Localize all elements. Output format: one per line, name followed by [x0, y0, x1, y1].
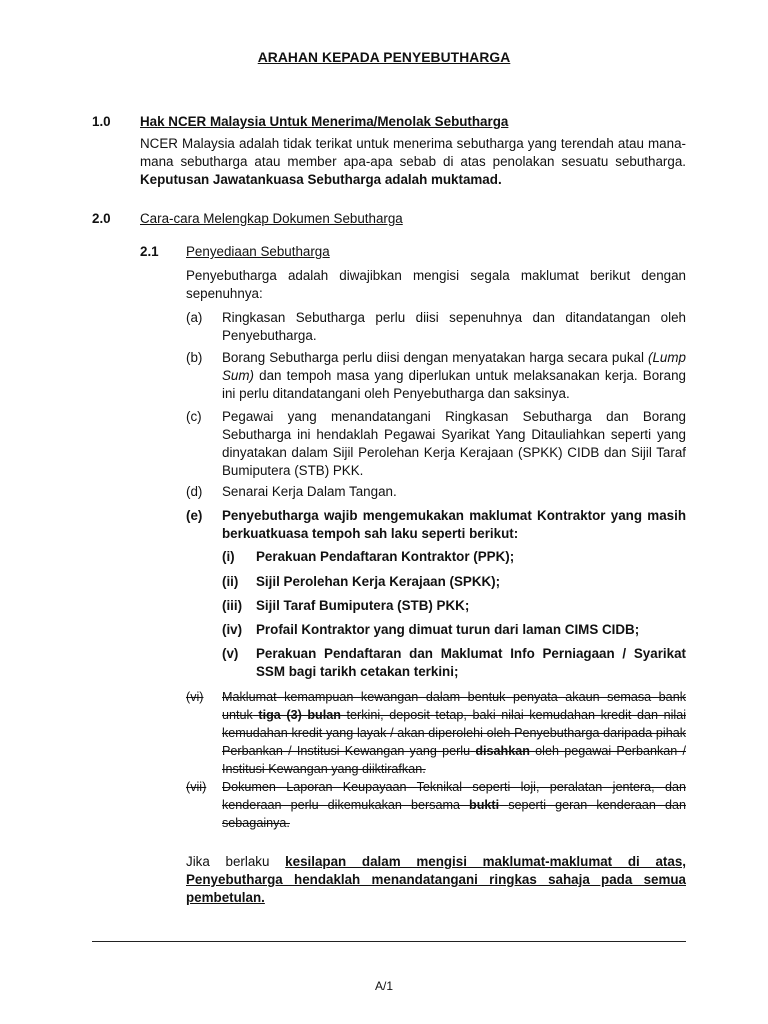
item-d-label: (d): [186, 484, 203, 499]
item-b-text-2: dan tempoh masa yang diperlukan untuk melaksanakan kerja. Borang ini perlu ditandatangani oleh Penyebutharga dan saksinya.: [222, 368, 686, 401]
subitem-v-label: (v): [222, 646, 239, 661]
item-e-label: (e): [186, 508, 203, 523]
section-2-1-number: 2.1: [140, 244, 159, 259]
item-b-italic: (Lump Sum): [222, 350, 686, 383]
closing-lead: Jika berlaku: [186, 854, 270, 869]
item-e-text: Penyebutharga wajib mengemukakan maklumat Kontraktor yang masih berkuatkuasa tempoh sah laku seperti berikut:: [222, 508, 686, 541]
item-vi-text: [222, 688, 686, 778]
item-vii-text: [222, 778, 686, 832]
item-vi-bold: tiga (3) bulan: [258, 708, 341, 722]
section-1-body-bold: Keputusan Jawatankuasa Sebutharga adalah muktamad.: [140, 172, 502, 187]
item-vi-text-2: terkini, deposit tetap, baki nilai kemudahan kredit dan nilai kemudahan kredit yang layak / akan diperolehi oleh Penyebutharga daripada pihak Perbankan / Institusi Kewangan yang perlu: [222, 708, 686, 758]
page-number: A/1: [374, 979, 393, 993]
subitem-iv-label: (iv): [222, 622, 243, 637]
subitem-iv-text: Profail Kontraktor yang dimuat turun dari laman CIMS CIDB;: [256, 622, 640, 637]
footer-divider: [92, 941, 686, 942]
item-vi-text-1: Maklumat kemampuan kewangan dalam bentuk penyata akaun semasa bank untuk: [222, 690, 686, 722]
item-vi-text-3: oleh pegawai Perbankan / Institusi Kewangan yang diiktirafkan.: [222, 744, 687, 776]
section-1-body: [140, 135, 686, 189]
item-c-label: (c): [186, 409, 202, 424]
section-1-number: 1.0: [92, 114, 111, 129]
subitem-i-text: Perakuan Pendaftaran Kontraktor (PPK);: [256, 549, 515, 564]
closing-note: [186, 853, 686, 907]
item-vii-bold: bukti: [469, 798, 500, 812]
section-1-heading: Hak NCER Malaysia Untuk Menerima/Menolak Sebutharga: [140, 114, 509, 129]
subitem-v-text: Perakuan Pendaftaran dan Maklumat Info Perniagaan / Syarikat SSM bagi tarikh cetakan terkini;: [256, 646, 686, 679]
item-d-text: Senarai Kerja Dalam Tangan.: [222, 484, 397, 499]
item-b-text-1: Borang Sebutharga perlu diisi dengan menyatakan harga secara pukal: [222, 350, 644, 365]
subitem-ii-text: Sijil Perolehan Kerja Kerajaan (SPKK);: [256, 574, 501, 589]
section-2-heading: Cara-cara Melengkap Dokumen Sebutharga: [140, 211, 403, 226]
subitem-i-label: (i): [222, 549, 235, 564]
document-title: ARAHAN KEPADA PENYEBUTHARGA: [257, 50, 511, 65]
section-2-1-heading: Penyediaan Sebutharga: [186, 244, 330, 259]
section-2-number: 2.0: [92, 211, 111, 226]
item-vii-text-2: seperti geran kenderaan dan sebagainya.: [222, 798, 686, 830]
closing-bold: kesilapan dalam mengisi maklumat-maklumat di atas, Penyebutharga hendaklah menandatangani ringkas sahaja pada semua pembetulan.: [186, 854, 686, 905]
item-vii-label: (vii): [186, 780, 207, 794]
item-b-text: [222, 349, 686, 403]
item-vii-text-1: Dokumen Laporan Keupayaan Teknikal seperti loji, peralatan jentera, dan kenderaan perlu dikemukakan bersama: [222, 780, 686, 812]
subitem-iii-label: (iii): [222, 598, 243, 613]
subitem-iii-text: Sijil Taraf Bumiputera (STB) PKK;: [256, 598, 470, 613]
subitem-ii-label: (ii): [222, 574, 239, 589]
item-vi-label: (vi): [186, 690, 204, 704]
item-b-label: (b): [186, 350, 203, 365]
item-c-text: Pegawai yang menandatangani Ringkasan Sebutharga dan Borang Sebutharga ini hendaklah Pegawai Syarikat Yang Ditauliahkan seperti yang dinyatakan dalam Sijil Perolehan Kerja Kerajaan (SPKK) CIDB dan Sijil Taraf Bumiputera (STB) PKK.: [222, 409, 686, 478]
section-2-1-intro: Penyebutharga adalah diwajibkan mengisi segala maklumat berikut dengan sepenuhnya:: [186, 268, 686, 301]
item-a-text: Ringkasan Sebutharga perlu diisi sepenuhnya dan ditandatangan oleh Penyebutharga.: [222, 310, 686, 343]
item-a-label: (a): [186, 310, 203, 325]
section-1-body-text: NCER Malaysia adalah tidak terikat untuk menerima sebutharga yang terendah atau mana-mana sebutharga atau member apa-apa sebab di atas penolakan sesuatu sebutharga.: [140, 136, 686, 169]
item-vi-bold-2: disahkan: [475, 744, 530, 758]
